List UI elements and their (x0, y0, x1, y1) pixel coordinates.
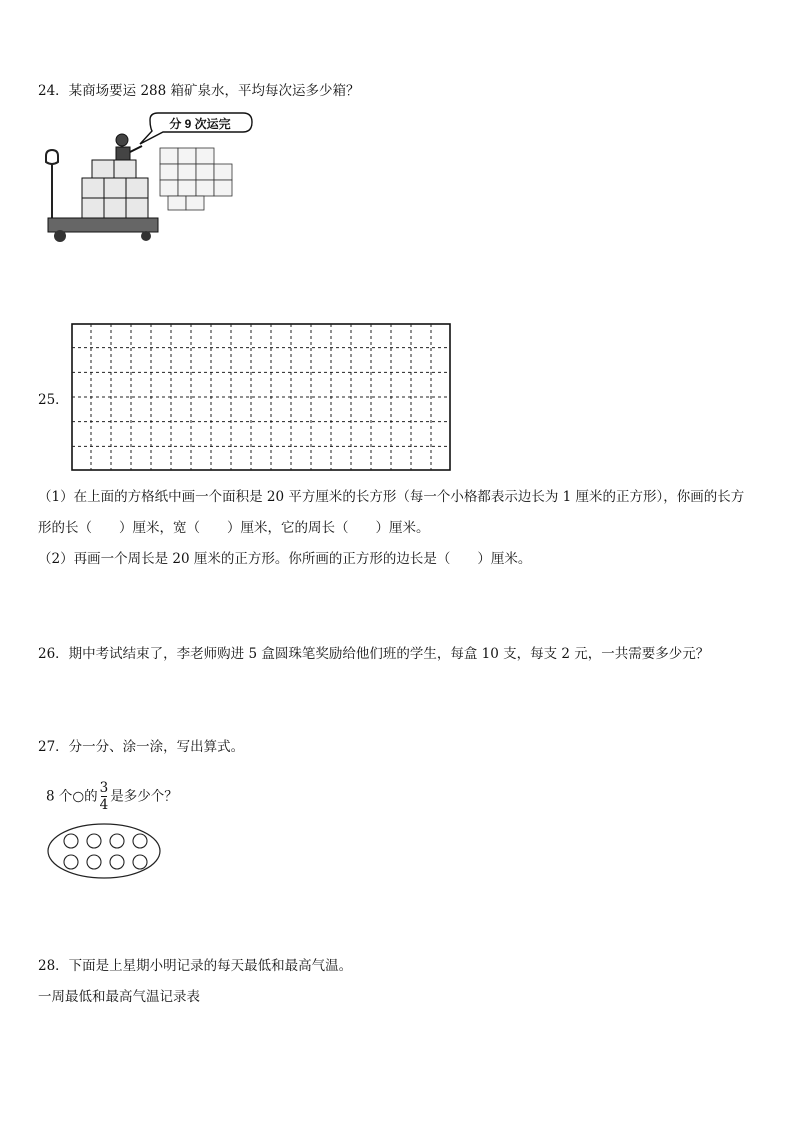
question-24-text: 24．某商场要运 288 箱矿泉水，平均每次运多少箱？ (38, 83, 360, 99)
small-circle[interactable] (133, 855, 147, 869)
speech-bubble (140, 113, 252, 144)
small-circle[interactable] (110, 855, 124, 869)
question-28-text: 28．下面是上星期小明记录的每天最低和最高气温。 (38, 958, 353, 974)
question-27-prompt (46, 776, 178, 817)
question-25-number: 25． (38, 392, 69, 408)
circles-oval (46, 822, 162, 880)
small-circle[interactable] (110, 834, 124, 848)
temperature-table-title: 一周最低和最高气温记录表 (38, 989, 200, 1005)
speech-bubble-text: 分 9 次运完 (169, 117, 231, 131)
question-26-text: 26．期中考试结束了，李老师购进 5 盒圆珠笔奖励给他们班的学生，每盒 10 支，每支 2 元，一共需要多少元？ (38, 646, 710, 662)
question-25-part2: （2）再画一个周长是 20 厘米的正方形。你所画的正方形的边长是（ ）厘米。 (38, 551, 532, 567)
small-circle[interactable] (64, 855, 78, 869)
fraction-three-quarters (100, 780, 109, 813)
question-25-part1-line1: （1）在上面的方格纸中画一个面积是 20 平方厘米的长方形（每一个小格都表示边长为 1 厘米的正方形），你画的长方 (38, 489, 745, 505)
fraction-denominator: 4 (99, 797, 109, 813)
small-circle[interactable] (133, 834, 147, 848)
small-circle[interactable] (87, 834, 101, 848)
small-circle[interactable] (64, 834, 78, 848)
question-27-text: 27．分一分、涂一涂，写出算式。 (38, 739, 245, 755)
fraction-numerator: 3 (99, 780, 109, 796)
small-circle[interactable] (87, 855, 101, 869)
prompt-before: 8 个○的 (46, 788, 98, 805)
grid-paper[interactable] (71, 323, 451, 471)
prompt-after: 是多少个？ (110, 788, 178, 805)
question-25-part1-line2: 形的长（ ）厘米，宽（ ）厘米，它的周长（ ）厘米。 (38, 520, 430, 536)
forklift-illustration (38, 110, 268, 248)
